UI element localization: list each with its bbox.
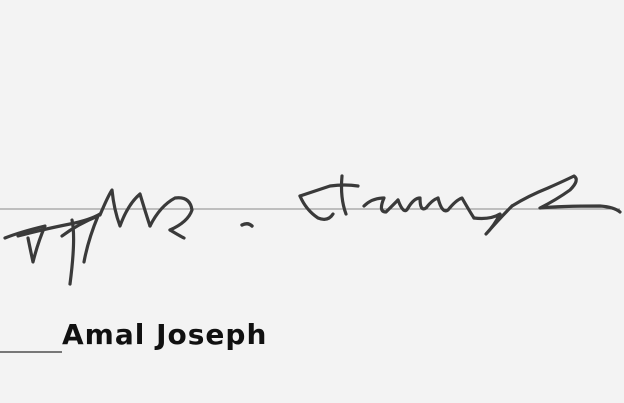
- printed-signer-name: Amal Joseph: [62, 318, 268, 351]
- handwritten-signature: [5, 176, 620, 284]
- signature-line: [0, 351, 62, 353]
